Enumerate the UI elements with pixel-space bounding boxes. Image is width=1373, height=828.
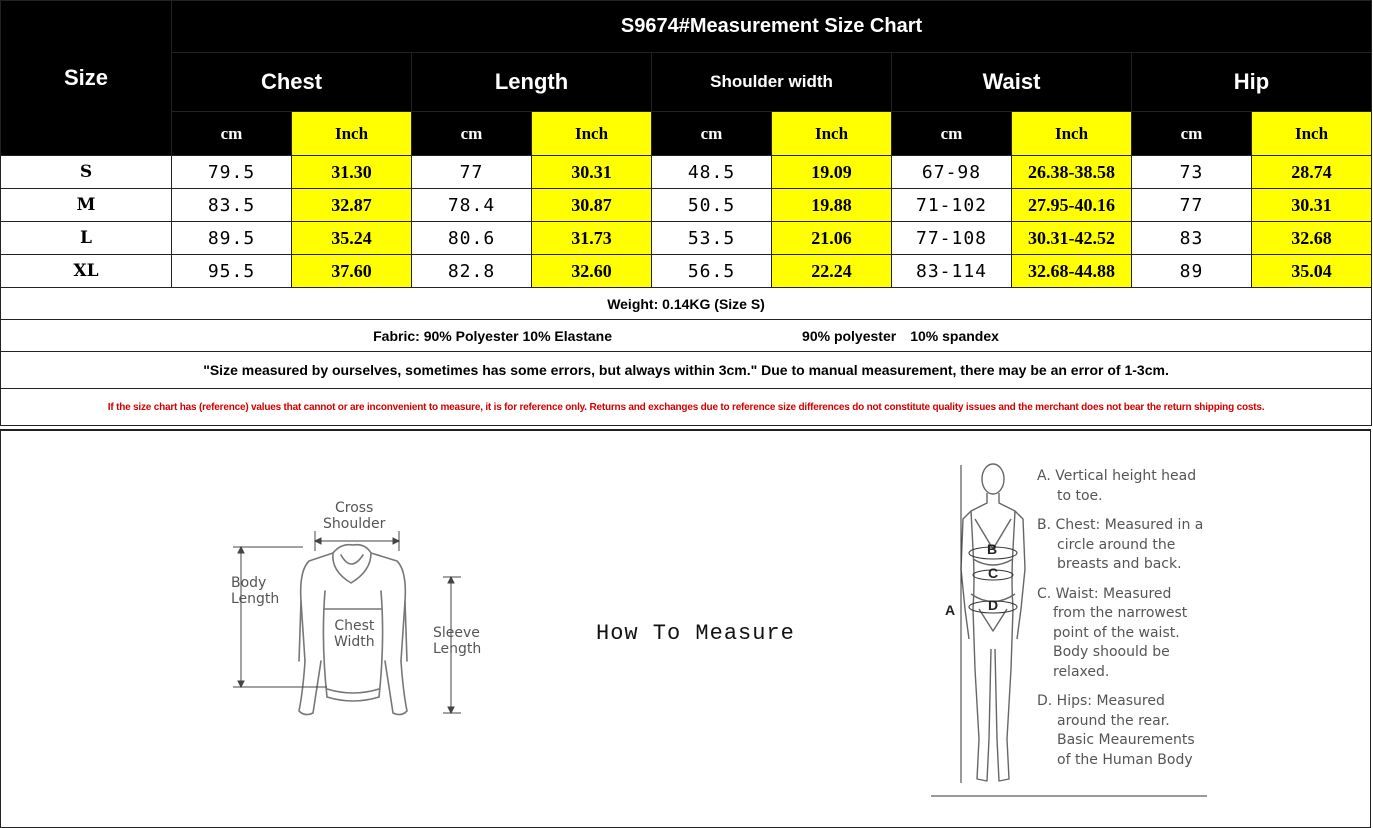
hip-cm-cell: 73 — [1132, 156, 1252, 189]
legend-line: breasts and back. — [1057, 556, 1182, 572]
sleeve-length-label-line2: Length — [433, 641, 482, 657]
legend-line: A. Vertical height head — [1037, 468, 1197, 484]
chest-cm-cell: 83.5 — [172, 189, 292, 222]
waist-inch-cell: 26.38-38.58 — [1012, 156, 1132, 189]
table-row — [1, 189, 1372, 222]
hip-inch-cell: 30.31 — [1252, 189, 1372, 222]
group-header-shoulder: Shoulder width — [652, 53, 892, 112]
chest-cm-cell: 95.5 — [172, 255, 292, 288]
shoulder-cm-cell: 53.5 — [652, 222, 772, 255]
weight-note: Weight: 0.14KG (Size S) — [1, 288, 1372, 320]
how-to-measure-panel — [0, 429, 1371, 828]
cross-shoulder-label — [323, 500, 385, 532]
table-row — [1, 156, 1372, 189]
fabric-note: Fabric: 90% Polyester 10% Elastane — [373, 327, 613, 344]
size-cell: L — [1, 222, 172, 255]
shoulder-inch-cell: 19.88 — [772, 189, 892, 222]
table-row — [1, 255, 1372, 288]
legend-line: point of the waist. — [1053, 624, 1180, 641]
hip-cm-cell: 83 — [1132, 222, 1252, 255]
how-to-measure-heading: How To Measure — [596, 621, 795, 646]
waist-inch-cell: 27.95-40.16 — [1012, 189, 1132, 222]
cross-shoulder-label-line2: Shoulder — [323, 516, 386, 532]
legend-line: around the rear. — [1057, 712, 1170, 729]
shoulder-cm-cell: 48.5 — [652, 156, 772, 189]
chest-width-label-line1: Chest — [334, 618, 375, 634]
waist-cm-cell: 77-108 — [892, 222, 1012, 255]
unit-header-cm: cm — [172, 112, 292, 156]
unit-header-cm: cm — [1132, 112, 1252, 156]
hip-inch-cell: 35.04 — [1252, 255, 1372, 288]
chest-width-label — [334, 618, 375, 650]
chest-inch-cell: 37.60 — [292, 255, 412, 288]
legend-line: circle around the — [1057, 536, 1176, 553]
warning-note: If the size chart has (reference) values that cannot or are inconvenient to measure, it is for reference only. Returns and exchanges due to reference size differences do not constitute quality issues and the merchant does not bear the return shipping costs. — [1, 389, 1372, 426]
hip-inch-cell: 32.68 — [1252, 222, 1372, 255]
group-header-waist: Waist — [892, 53, 1132, 112]
legend-line: Body shoould be — [1053, 644, 1170, 660]
unit-header-inch: Inch — [1252, 112, 1372, 156]
chest-cm-cell: 79.5 — [172, 156, 292, 189]
unit-header-inch: Inch — [532, 112, 652, 156]
waist-inch-cell: 30.31-42.52 — [1012, 222, 1132, 255]
legend-line: D. Hips: Measured — [1037, 693, 1165, 709]
chest-inch-cell: 31.30 — [292, 156, 412, 189]
unit-header-inch: Inch — [292, 112, 412, 156]
chest-inch-cell: 32.87 — [292, 189, 412, 222]
waist-inch-cell: 32.68-44.88 — [1012, 255, 1132, 288]
marker-d: D — [988, 597, 999, 613]
error-note: "Size measured by ourselves, sometimes has some errors, but always within 3cm." Due to manual measurement, there may be an error of 1-3cm. — [1, 352, 1372, 389]
marker-c: C — [988, 565, 999, 581]
shoulder-cm-cell: 56.5 — [652, 255, 772, 288]
waist-cm-cell: 67-98 — [892, 156, 1012, 189]
waist-cm-cell: 71-102 — [892, 189, 1012, 222]
legend-line: to toe. — [1057, 487, 1103, 504]
size-cell: M — [1, 189, 172, 222]
marker-a: A — [945, 602, 956, 618]
fabric-note-row — [1, 320, 1372, 352]
chest-cm-cell: 89.5 — [172, 222, 292, 255]
shoulder-inch-cell: 19.09 — [772, 156, 892, 189]
legend-line: C. Waist: Measured — [1037, 585, 1172, 602]
legend-line: relaxed. — [1053, 663, 1110, 680]
unit-header-cm: cm — [652, 112, 772, 156]
length-inch-cell: 31.73 — [532, 222, 652, 255]
shoulder-inch-cell: 22.24 — [772, 255, 892, 288]
length-cm-cell: 77 — [412, 156, 532, 189]
legend-line: B. Chest: Measured in a — [1037, 517, 1204, 533]
length-cm-cell: 80.6 — [412, 222, 532, 255]
unit-header-inch: Inch — [1012, 112, 1132, 156]
waist-cm-cell: 83-114 — [892, 255, 1012, 288]
group-header-hip: Hip — [1132, 53, 1372, 112]
length-inch-cell: 32.60 — [532, 255, 652, 288]
size-column-header: Size — [1, 1, 172, 156]
unit-header-cm: cm — [412, 112, 532, 156]
body-length-label-line1: Body — [231, 575, 267, 591]
group-header-chest: Chest — [172, 53, 412, 112]
legend-line: of the Human Body — [1057, 751, 1193, 768]
legend-line: from the narrowest — [1053, 605, 1188, 621]
hip-inch-cell: 28.74 — [1252, 156, 1372, 189]
unit-header-cm: cm — [892, 112, 1012, 156]
hip-cm-cell: 77 — [1132, 189, 1252, 222]
chest-width-label-line2: Width — [334, 634, 375, 650]
length-cm-cell: 78.4 — [412, 189, 532, 222]
length-inch-cell: 30.87 — [532, 189, 652, 222]
size-cell: S — [1, 156, 172, 189]
shoulder-cm-cell: 50.5 — [652, 189, 772, 222]
body-length-label — [231, 575, 279, 607]
body-length-label-line2: Length — [231, 591, 280, 607]
length-cm-cell: 82.8 — [412, 255, 532, 288]
hip-cm-cell: 89 — [1132, 255, 1252, 288]
length-inch-cell: 30.31 — [532, 156, 652, 189]
table-row — [1, 222, 1372, 255]
legend-line: Basic Meaurements — [1057, 732, 1195, 748]
sleeve-length-label-line1: Sleeve — [433, 625, 480, 641]
chest-inch-cell: 35.24 — [292, 222, 412, 255]
marker-b: B — [987, 541, 998, 557]
measurement-legend — [1037, 467, 1203, 770]
group-header-length: Length — [412, 53, 652, 112]
sleeve-length-label — [433, 625, 481, 657]
fabric-alt-spandex: 10% spandex — [910, 327, 999, 344]
size-cell: XL — [1, 255, 172, 288]
fabric-alt-polyester: 90% polyester — [802, 327, 897, 344]
shoulder-inch-cell: 21.06 — [772, 222, 892, 255]
cross-shoulder-label-line1: Cross — [334, 500, 374, 516]
unit-header-inch: Inch — [772, 112, 892, 156]
chart-title: S9674#Measurement Size Chart — [172, 1, 1372, 53]
